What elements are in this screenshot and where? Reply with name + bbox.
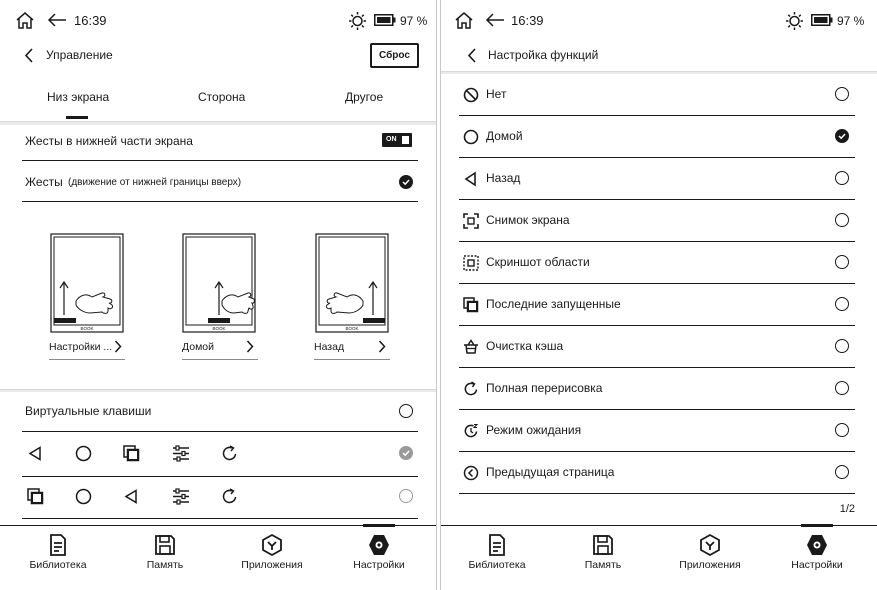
divider [22,201,418,202]
reset-button[interactable]: Сброс [370,43,419,68]
book-caption: BOOK [80,326,94,331]
recent-apps-icon [463,297,479,313]
tab-side[interactable]: Сторона [198,90,246,104]
function-row-recent[interactable] [459,284,855,326]
refresh-icon[interactable] [221,488,238,505]
nav-label: Библиотека [29,559,87,571]
function-radio[interactable] [835,129,849,143]
divider [22,160,418,161]
tab-bottom-screen[interactable]: Низ экрана [47,90,110,104]
bottom-nav [0,525,436,590]
back-arrow-icon[interactable] [485,13,505,27]
storage-icon [153,533,177,557]
page-header [0,40,436,72]
book-caption: BOOK [212,326,226,331]
basket-icon [463,339,479,355]
nav-label: Библиотека [468,559,526,571]
settings-icon [805,533,829,557]
adjustments-icon[interactable] [172,488,190,505]
function-row-back[interactable] [459,158,855,200]
function-radio[interactable] [835,87,849,101]
function-label: Домой [486,129,523,143]
gesture-action-settings[interactable]: Настройки ... [49,341,113,353]
function-label: Очистка кэша [486,339,564,353]
nav-label: Приложения [241,559,303,571]
tab-other[interactable]: Другое [345,90,384,104]
function-radio[interactable] [835,255,849,269]
function-row-home[interactable] [459,116,855,158]
nav-storage[interactable] [553,526,653,590]
nav-library[interactable] [8,526,108,590]
gesture-card-settings[interactable] [50,233,124,333]
page-header [441,40,877,72]
circle-icon [463,129,479,145]
left-screen [0,0,437,590]
circle-icon[interactable] [75,488,92,505]
right-screen [440,0,877,590]
page-indicator: 1/2 [839,503,855,515]
sleep-icon [463,423,479,439]
active-tab-indicator [66,116,88,119]
nav-settings[interactable] [329,526,429,590]
chevron-right-icon[interactable] [378,340,386,353]
function-radio[interactable] [835,213,849,227]
triangle-back-icon[interactable] [124,489,138,504]
home-icon[interactable] [454,11,474,30]
function-radio[interactable] [835,297,849,311]
function-radio[interactable] [835,171,849,185]
prohibited-icon [463,87,479,103]
function-row-sleep[interactable] [459,410,855,452]
function-radio[interactable] [835,465,849,479]
gesture-underline [49,359,125,360]
gesture-card-home[interactable] [182,233,256,333]
function-label: Назад [486,171,521,185]
nav-label: Память [146,559,184,571]
divider [22,476,418,477]
tab-bar [0,76,436,120]
function-label: Нет [486,87,507,101]
nav-apps[interactable] [222,526,322,590]
home-icon[interactable] [15,11,35,30]
function-label: Режим ожидания [486,423,582,437]
library-icon [46,533,70,557]
function-row-prev-page[interactable] [459,452,855,494]
triangle-back-icon[interactable] [28,446,42,461]
function-label: Полная перерисовка [486,381,603,395]
prev-page-icon [463,465,479,481]
divider [22,431,418,432]
nav-settings[interactable] [767,526,867,590]
nav-label: Память [584,559,622,571]
apps-icon [260,533,284,557]
nav-active-indicator [801,524,833,527]
book-caption: BOOK [345,326,359,331]
function-label: Снимок экрана [486,213,570,227]
nav-active-indicator [363,524,395,527]
battery-icon [374,14,396,26]
chevron-right-icon[interactable] [114,340,122,353]
library-icon [485,533,509,557]
gesture-action-back[interactable]: Назад [314,341,345,353]
function-row-full-refresh[interactable] [459,368,855,410]
virtual-keys-label: Виртуальные клавиши [25,404,152,418]
status-bar [441,0,877,40]
refresh-icon[interactable] [221,445,238,462]
page-title: Настройка функций [488,48,599,62]
function-row-clear-cache[interactable] [459,326,855,368]
function-label: Последние запущенные [486,297,621,311]
screenshot-icon [463,213,479,229]
chevron-left-icon[interactable] [24,48,34,63]
gesture-card-back[interactable] [315,233,389,333]
gesture-action-home[interactable]: Домой [182,341,214,353]
clock-time: 16:39 [74,13,107,28]
apps-icon [698,533,722,557]
function-radio[interactable] [835,423,849,437]
gestures-hint: (движение от нижней границы вверх) [68,177,242,188]
nav-label: Приложения [679,559,741,571]
recent-apps-icon[interactable] [123,445,140,462]
brightness-icon[interactable] [785,11,804,30]
refresh-icon [463,381,479,397]
back-arrow-icon[interactable] [47,13,67,27]
tabs-separator [0,121,436,125]
function-label: Скриншот области [486,255,590,269]
gesture-underline [314,359,390,360]
virtual-keys-radio[interactable] [399,404,413,418]
nav-apps[interactable] [660,526,760,590]
function-row-area-screenshot[interactable] [459,242,855,284]
function-label: Предыдущая страница [486,465,615,479]
bottom-gestures-toggle[interactable] [382,133,412,147]
virtual-keys-layout-2-radio[interactable] [399,489,413,503]
nav-storage[interactable] [115,526,215,590]
function-radio[interactable] [835,339,849,353]
brightness-icon[interactable] [348,11,367,30]
nav-label: Настройки [791,559,843,571]
divider [459,493,855,494]
battery-percentage: 97 % [400,14,428,28]
triangle-back-icon [463,171,479,187]
storage-icon [591,533,615,557]
gestures-label: Жесты [25,175,63,189]
bottom-nav [441,525,877,590]
bottom-gestures-label: Жесты в нижней части экрана [25,134,193,148]
nav-library[interactable] [447,526,547,590]
section-separator [0,389,436,392]
circle-icon[interactable] [75,445,92,462]
chevron-right-icon[interactable] [246,340,254,353]
chevron-left-icon[interactable] [467,48,477,63]
adjustments-icon[interactable] [172,445,190,462]
divider [22,518,418,519]
toggle-knob [402,136,409,144]
battery-percentage: 97 % [837,14,865,28]
page-title: Управление [46,48,113,62]
recent-apps-icon[interactable] [27,488,44,505]
toggle-state-label: ON [386,136,397,143]
gestures-radio[interactable] [399,175,413,189]
function-row-none[interactable] [459,74,855,116]
nav-label: Настройки [353,559,405,571]
function-row-screenshot[interactable] [459,200,855,242]
status-bar [0,0,436,40]
virtual-keys-layout-1-radio[interactable] [399,446,413,460]
settings-icon [367,533,391,557]
area-screenshot-icon [463,255,479,271]
battery-icon [811,14,833,26]
gesture-underline [182,359,258,360]
clock-time: 16:39 [511,13,544,28]
function-radio[interactable] [835,381,849,395]
